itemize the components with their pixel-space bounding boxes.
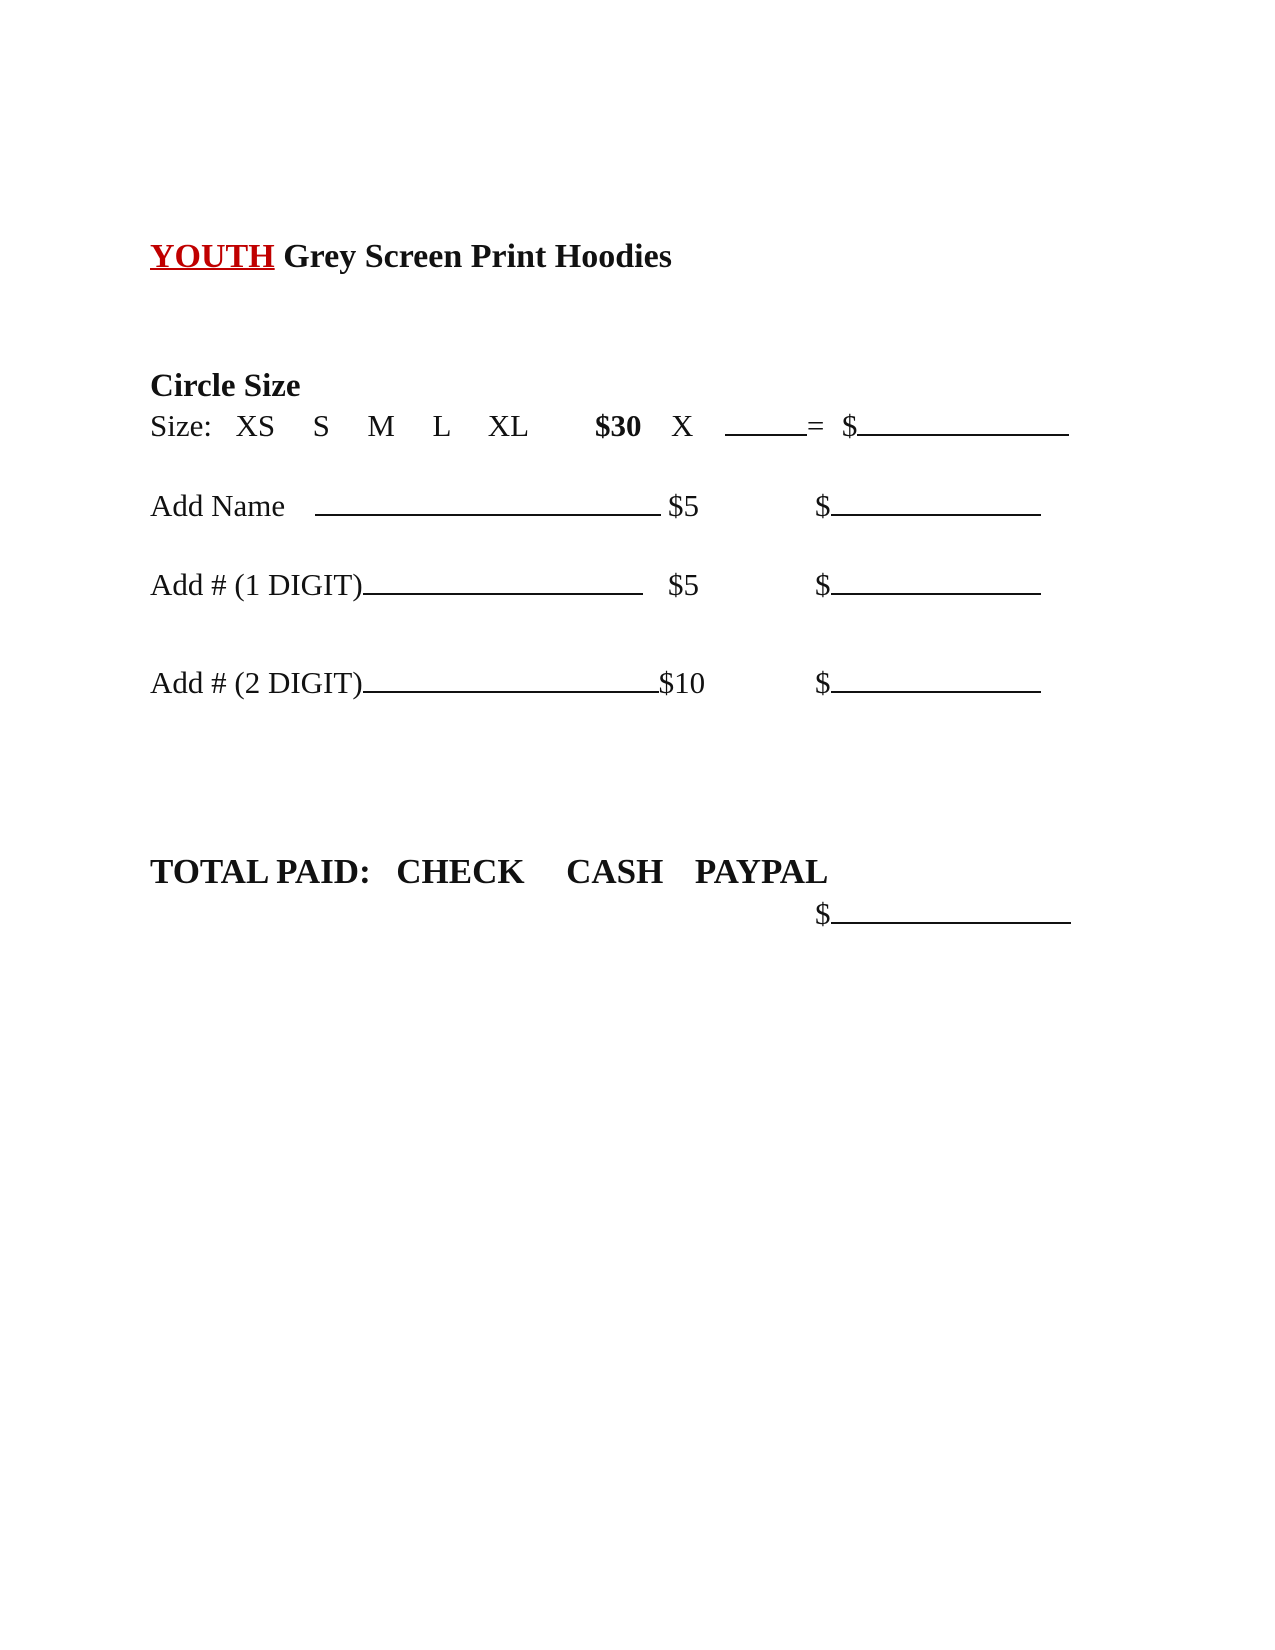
equals-sign: =: [806, 408, 825, 443]
size-amount-blank[interactable]: [857, 434, 1069, 436]
total-dollar-sign: $: [815, 896, 831, 931]
add-1-digit-row: [150, 567, 643, 603]
add-2-digit-dollar-sign: $: [815, 665, 831, 700]
add-name-amount-blank[interactable]: [831, 514, 1041, 516]
size-option-s[interactable]: S: [312, 408, 330, 443]
add-name-price: $5: [668, 488, 699, 523]
page-title: [150, 238, 672, 276]
payment-method-check[interactable]: CHECK: [396, 852, 525, 891]
add-1-digit-label: Add # (1 DIGIT): [150, 567, 363, 602]
add-1-digit-amount-blank[interactable]: [831, 593, 1041, 595]
add-name-row: [150, 488, 661, 524]
add-2-digit-blank[interactable]: [363, 691, 659, 693]
add-name-blank[interactable]: [315, 514, 661, 516]
add-2-digit-price: $10: [658, 665, 706, 700]
size-option-m[interactable]: M: [367, 408, 395, 443]
add-1-digit-amount: [815, 567, 1041, 603]
size-row: [150, 408, 529, 444]
size-label: Size:: [150, 408, 212, 443]
circle-size-heading: Circle Size: [150, 368, 301, 404]
title-accent: YOUTH: [150, 238, 275, 275]
multiply-sign: X: [671, 408, 694, 443]
add-name-label: Add Name: [150, 488, 286, 523]
add-2-digit-amount: [815, 665, 1041, 701]
quantity-blank[interactable]: [725, 434, 807, 436]
title-rest: Grey Screen Print Hoodies: [274, 238, 672, 275]
add-1-digit-dollar-sign: $: [815, 567, 831, 602]
size-option-l[interactable]: L: [432, 408, 451, 443]
size-dollar-sign: $: [841, 408, 858, 443]
size-option-xs[interactable]: XS: [235, 408, 276, 443]
add-name-dollar-sign: $: [815, 488, 831, 523]
size-price-group: [595, 408, 1069, 444]
size-option-xl[interactable]: XL: [487, 408, 530, 443]
add-2-digit-row: [150, 665, 705, 701]
payment-method-paypal[interactable]: PAYPAL: [694, 852, 829, 891]
add-name-amount: [815, 488, 1041, 524]
total-paid-row: [150, 852, 828, 892]
add-1-digit-price: $5: [668, 567, 699, 602]
total-amount: [815, 896, 1071, 932]
add-2-digit-amount-blank[interactable]: [831, 691, 1041, 693]
total-paid-label: TOTAL PAID:: [150, 852, 371, 891]
add-2-digit-label: Add # (2 DIGIT): [150, 665, 363, 700]
total-amount-blank[interactable]: [831, 922, 1071, 924]
add-1-digit-blank[interactable]: [363, 593, 643, 595]
size-price: $30: [595, 408, 642, 443]
payment-method-cash[interactable]: CASH: [566, 852, 664, 891]
